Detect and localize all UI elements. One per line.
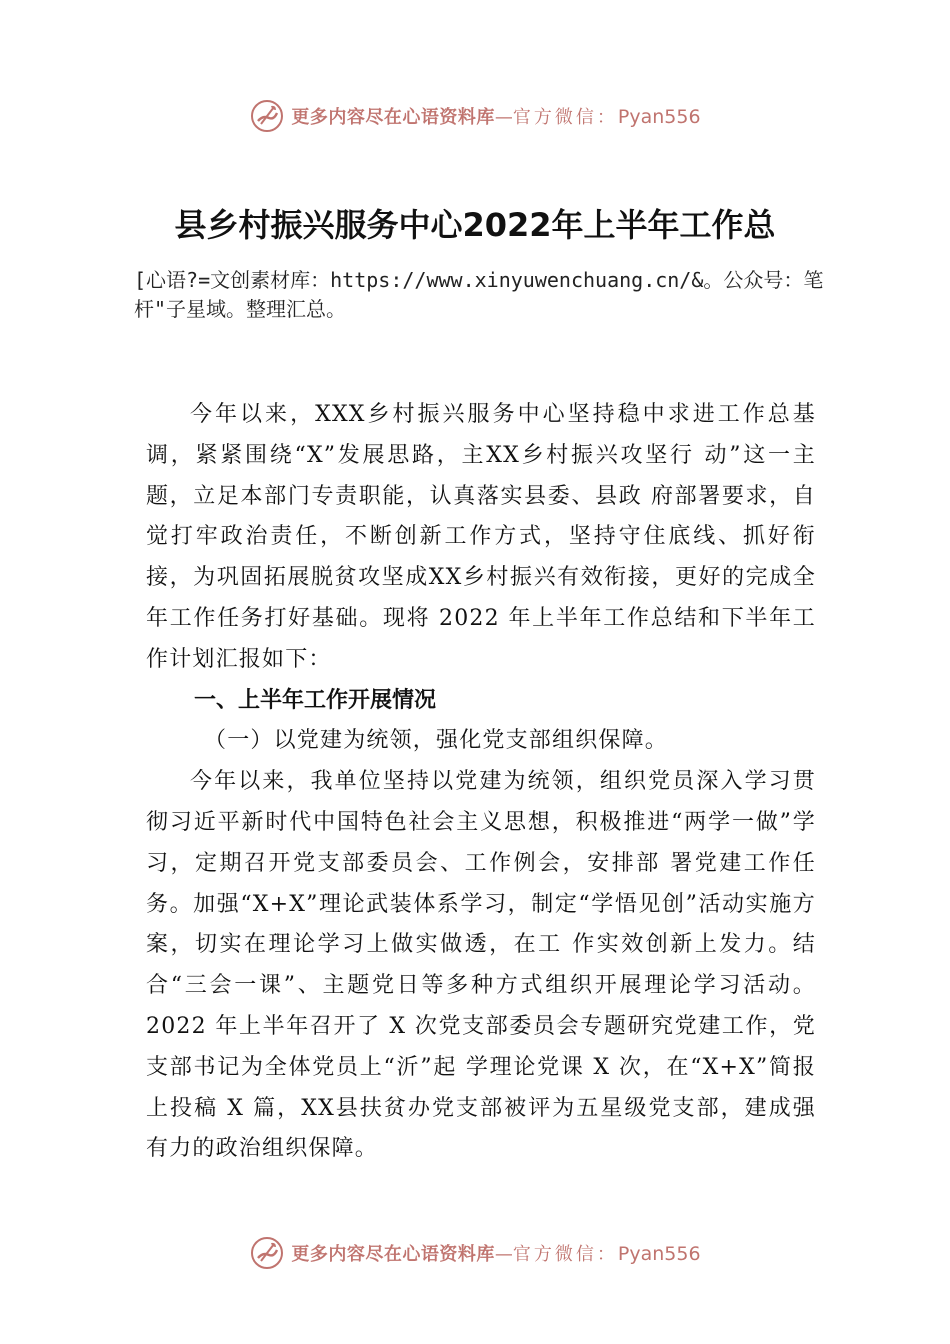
intro-paragraph: 今年以来，XXX乡村振兴服务中心坚持稳中求进工作总基调，紧紧围绕“X”发展思路，主XX乡村振兴攻坚行 动”这一主题，立足本部门专责职能，认真落实县委、县政 府部署要求，自觉打牢政治责任，不断创新工作方式，坚持守住底线、抓好衔接，为巩固拓展脱贫攻坚成XX乡村振兴有效衔接，更好的完成全年工作任务打好基础。现将 2022 年上半年工作总结和下半年工作计划汇报如下：	[146, 402, 816, 672]
watermark-wechat-id: Pyan556	[617, 1243, 701, 1265]
section-heading: 一、上半年工作开展情况	[194, 687, 437, 713]
watermark-text	[291, 1240, 700, 1266]
subsection-heading: （一）以党建为统领，强化党支部组织保障。	[204, 728, 669, 754]
watermark-prefix: 更多内容尽在心语资料库	[291, 107, 495, 128]
watermark-dash: —	[494, 107, 513, 128]
document-body	[146, 395, 816, 1170]
source-note: [心语?=文创素材库：https://www.xinyuwenchuang.cn/&。公众号：笔杆"子星域。整理汇总。	[134, 268, 824, 321]
watermark-prefix: 更多内容尽在心语资料库	[291, 1244, 495, 1265]
book-quill-logo-icon	[249, 1235, 285, 1271]
watermark-text	[291, 103, 700, 129]
document-title: 县乡村振兴服务中心2022年上半年工作总	[174, 206, 776, 244]
subsection-paragraph: 今年以来，我单位坚持以党建为统领，组织党员深入学习贯彻习近平新时代中国特色社会主义思想，积极推进“两学一做”学习，定期召开党支部委员会、工作例会，安排部 署党建工作任务。加强“X+X”理论武装体系学习，制定“学悟见创”活动实施方案，切实在理论学习上做实做透，在工 作实效创新上发力。结合“三会一课”、主题党日等多种方式组织开展理论学习活动。2022 年上半年召开了 X 次党支部委员会专题研究党建工作，党支部书记为全体党员上“沂”起 学理论党课 X 次，在“X+X”简报上投稿 X 篇，XX县扶贫办党支部被评为五星级党支部，建成强有力的政治组织保障。	[146, 769, 816, 1162]
header-watermark-banner	[0, 96, 950, 136]
book-quill-logo-icon	[249, 98, 285, 134]
watermark-dash: —	[494, 1244, 513, 1265]
watermark-wechat-label: 官方微信：	[512, 107, 618, 128]
watermark-wechat-id: Pyan556	[617, 106, 701, 128]
footer-watermark-banner	[0, 1233, 950, 1273]
watermark-wechat-label: 官方微信：	[512, 1244, 618, 1265]
